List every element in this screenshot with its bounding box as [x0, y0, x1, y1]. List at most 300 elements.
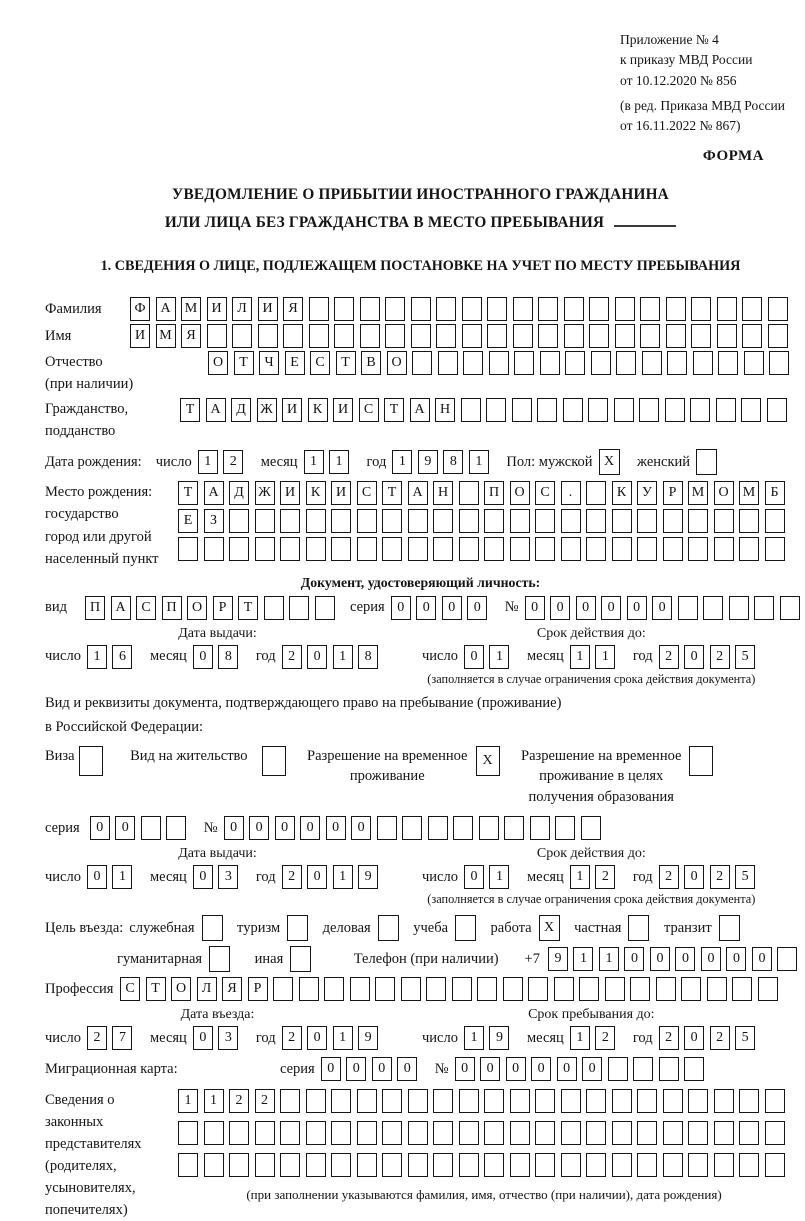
char-cell[interactable]: [459, 1121, 479, 1145]
char-cell[interactable]: 1: [178, 1089, 198, 1113]
char-cell[interactable]: И: [282, 398, 302, 422]
char-cell[interactable]: [765, 537, 785, 561]
char-cell[interactable]: [486, 398, 506, 422]
char-cell[interactable]: [714, 537, 734, 561]
char-cell[interactable]: [612, 1121, 632, 1145]
char-cell[interactable]: 0: [684, 865, 704, 889]
char-cell[interactable]: [411, 324, 431, 348]
char-cell[interactable]: [309, 297, 329, 321]
char-cell[interactable]: [535, 1153, 555, 1177]
char-cell[interactable]: Р: [213, 596, 233, 620]
char-cell[interactable]: [503, 977, 523, 1001]
char-cell[interactable]: 0: [675, 947, 695, 971]
char-cell[interactable]: [612, 509, 632, 533]
char-cell[interactable]: П: [484, 481, 504, 505]
char-cell[interactable]: [586, 1153, 606, 1177]
char-cell[interactable]: [663, 1121, 683, 1145]
char-cell[interactable]: [402, 816, 422, 840]
char-cell[interactable]: 6: [112, 645, 132, 669]
char-cell[interactable]: [633, 1057, 653, 1081]
char-cell[interactable]: [433, 1121, 453, 1145]
char-cell[interactable]: [689, 746, 713, 776]
char-cell[interactable]: [452, 977, 472, 1001]
char-cell[interactable]: 0: [525, 596, 545, 620]
char-cell[interactable]: [732, 977, 752, 1001]
char-cell[interactable]: 0: [684, 1026, 704, 1050]
char-cell[interactable]: [229, 509, 249, 533]
char-cell[interactable]: И: [280, 481, 300, 505]
char-cell[interactable]: [714, 1121, 734, 1145]
char-cell[interactable]: 0: [726, 947, 746, 971]
char-cell[interactable]: [401, 977, 421, 1001]
char-cell[interactable]: 3: [218, 1026, 238, 1050]
char-cell[interactable]: 0: [416, 596, 436, 620]
char-cell[interactable]: [684, 1057, 704, 1081]
char-cell[interactable]: А: [156, 297, 176, 321]
char-cell[interactable]: [663, 537, 683, 561]
char-cell[interactable]: [299, 977, 319, 1001]
char-cell[interactable]: 2: [659, 865, 679, 889]
char-cell[interactable]: [681, 977, 701, 1001]
char-cell[interactable]: 0: [351, 816, 371, 840]
char-cell[interactable]: И: [331, 481, 351, 505]
char-cell[interactable]: 2: [659, 645, 679, 669]
char-cell[interactable]: [477, 977, 497, 1001]
char-cell[interactable]: 1: [570, 1026, 590, 1050]
char-cell[interactable]: 2: [229, 1089, 249, 1113]
char-cell[interactable]: [767, 398, 787, 422]
char-cell[interactable]: [667, 351, 687, 375]
char-cell[interactable]: [758, 977, 778, 1001]
char-cell[interactable]: С: [359, 398, 379, 422]
char-cell[interactable]: 2: [282, 1026, 302, 1050]
char-cell[interactable]: [306, 1153, 326, 1177]
char-cell[interactable]: [537, 398, 557, 422]
char-cell[interactable]: [637, 1121, 657, 1145]
char-cell[interactable]: [280, 509, 300, 533]
char-cell[interactable]: 9: [548, 947, 568, 971]
char-cell[interactable]: [528, 977, 548, 1001]
char-cell[interactable]: [378, 915, 399, 941]
char-cell[interactable]: [608, 1057, 628, 1081]
char-cell[interactable]: 0: [397, 1057, 417, 1081]
char-cell[interactable]: 2: [282, 645, 302, 669]
char-cell[interactable]: Т: [238, 596, 258, 620]
char-cell[interactable]: [639, 398, 659, 422]
char-cell[interactable]: [513, 324, 533, 348]
char-cell[interactable]: [707, 977, 727, 1001]
char-cell[interactable]: [178, 537, 198, 561]
char-cell[interactable]: С: [310, 351, 330, 375]
char-cell[interactable]: [255, 1153, 275, 1177]
char-cell[interactable]: [357, 1153, 377, 1177]
char-cell[interactable]: [637, 1153, 657, 1177]
char-cell[interactable]: 0: [576, 596, 596, 620]
char-cell[interactable]: [382, 1153, 402, 1177]
char-cell[interactable]: 0: [307, 645, 327, 669]
char-cell[interactable]: П: [85, 596, 105, 620]
char-cell[interactable]: С: [535, 481, 555, 505]
char-cell[interactable]: 0: [87, 865, 107, 889]
char-cell[interactable]: [141, 816, 161, 840]
char-cell[interactable]: [178, 1121, 198, 1145]
char-cell[interactable]: 0: [531, 1057, 551, 1081]
char-cell[interactable]: [591, 351, 611, 375]
char-cell[interactable]: [739, 509, 759, 533]
char-cell[interactable]: О: [714, 481, 734, 505]
char-cell[interactable]: Р: [663, 481, 683, 505]
char-cell[interactable]: [663, 509, 683, 533]
char-cell[interactable]: О: [187, 596, 207, 620]
char-cell[interactable]: [555, 816, 575, 840]
char-cell[interactable]: [357, 1089, 377, 1113]
char-cell[interactable]: [739, 1121, 759, 1145]
char-cell[interactable]: О: [171, 977, 191, 1001]
char-cell[interactable]: [586, 509, 606, 533]
char-cell[interactable]: Т: [180, 398, 200, 422]
char-cell[interactable]: [586, 1121, 606, 1145]
char-cell[interactable]: [690, 398, 710, 422]
char-cell[interactable]: 0: [346, 1057, 366, 1081]
char-cell[interactable]: [306, 509, 326, 533]
char-cell[interactable]: [178, 1153, 198, 1177]
char-cell[interactable]: [273, 977, 293, 1001]
char-cell[interactable]: [262, 746, 286, 776]
char-cell[interactable]: [719, 915, 740, 941]
char-cell[interactable]: 2: [87, 1026, 107, 1050]
char-cell[interactable]: [382, 1121, 402, 1145]
char-cell[interactable]: [459, 537, 479, 561]
char-cell[interactable]: 0: [684, 645, 704, 669]
char-cell[interactable]: 0: [624, 947, 644, 971]
char-cell[interactable]: Е: [285, 351, 305, 375]
char-cell[interactable]: [229, 1121, 249, 1145]
char-cell[interactable]: [663, 1153, 683, 1177]
char-cell[interactable]: [666, 297, 686, 321]
char-cell[interactable]: [287, 915, 308, 941]
char-cell[interactable]: 0: [455, 1057, 475, 1081]
char-cell[interactable]: В: [361, 351, 381, 375]
char-cell[interactable]: [360, 297, 380, 321]
char-cell[interactable]: [331, 1089, 351, 1113]
char-cell[interactable]: 9: [358, 1026, 378, 1050]
char-cell[interactable]: [614, 398, 634, 422]
char-cell[interactable]: 0: [601, 596, 621, 620]
char-cell[interactable]: [717, 297, 737, 321]
char-cell[interactable]: [688, 1121, 708, 1145]
char-cell[interactable]: А: [206, 398, 226, 422]
char-cell[interactable]: [765, 1153, 785, 1177]
char-cell[interactable]: [357, 1121, 377, 1145]
char-cell[interactable]: Т: [234, 351, 254, 375]
char-cell[interactable]: [202, 915, 223, 941]
char-cell[interactable]: 3: [218, 865, 238, 889]
char-cell[interactable]: 2: [710, 645, 730, 669]
char-cell[interactable]: Т: [384, 398, 404, 422]
char-cell[interactable]: [334, 324, 354, 348]
char-cell[interactable]: X: [599, 449, 620, 475]
char-cell[interactable]: 0: [582, 1057, 602, 1081]
char-cell[interactable]: [504, 816, 524, 840]
char-cell[interactable]: [630, 977, 650, 1001]
char-cell[interactable]: [605, 977, 625, 1001]
char-cell[interactable]: 0: [372, 1057, 392, 1081]
char-cell[interactable]: 1: [333, 645, 353, 669]
char-cell[interactable]: [554, 977, 574, 1001]
char-cell[interactable]: [612, 537, 632, 561]
char-cell[interactable]: [615, 324, 635, 348]
char-cell[interactable]: [538, 297, 558, 321]
char-cell[interactable]: [459, 1089, 479, 1113]
char-cell[interactable]: 0: [275, 816, 295, 840]
char-cell[interactable]: [688, 537, 708, 561]
char-cell[interactable]: [780, 596, 800, 620]
char-cell[interactable]: Л: [197, 977, 217, 1001]
char-cell[interactable]: [204, 1121, 224, 1145]
char-cell[interactable]: [412, 351, 432, 375]
char-cell[interactable]: [324, 977, 344, 1001]
char-cell[interactable]: [229, 1153, 249, 1177]
char-cell[interactable]: [510, 537, 530, 561]
char-cell[interactable]: 0: [193, 645, 213, 669]
char-cell[interactable]: [489, 351, 509, 375]
char-cell[interactable]: 9: [489, 1026, 509, 1050]
char-cell[interactable]: [744, 351, 764, 375]
char-cell[interactable]: 0: [193, 1026, 213, 1050]
char-cell[interactable]: 1: [595, 645, 615, 669]
char-cell[interactable]: [166, 816, 186, 840]
char-cell[interactable]: [696, 449, 717, 475]
char-cell[interactable]: [350, 977, 370, 1001]
char-cell[interactable]: А: [204, 481, 224, 505]
char-cell[interactable]: [280, 537, 300, 561]
char-cell[interactable]: 1: [570, 865, 590, 889]
char-cell[interactable]: [309, 324, 329, 348]
char-cell[interactable]: [589, 324, 609, 348]
char-cell[interactable]: [777, 947, 797, 971]
char-cell[interactable]: 1: [304, 450, 324, 474]
char-cell[interactable]: [616, 351, 636, 375]
char-cell[interactable]: 1: [573, 947, 593, 971]
char-cell[interactable]: [484, 537, 504, 561]
char-cell[interactable]: [742, 324, 762, 348]
char-cell[interactable]: С: [120, 977, 140, 1001]
char-cell[interactable]: [232, 324, 252, 348]
char-cell[interactable]: [289, 596, 309, 620]
char-cell[interactable]: Л: [232, 297, 252, 321]
char-cell[interactable]: 2: [659, 1026, 679, 1050]
char-cell[interactable]: Я: [283, 297, 303, 321]
char-cell[interactable]: 1: [204, 1089, 224, 1113]
char-cell[interactable]: [385, 324, 405, 348]
char-cell[interactable]: [714, 1089, 734, 1113]
char-cell[interactable]: [615, 297, 635, 321]
char-cell[interactable]: [411, 297, 431, 321]
char-cell[interactable]: 1: [489, 645, 509, 669]
char-cell[interactable]: М: [688, 481, 708, 505]
char-cell[interactable]: [331, 509, 351, 533]
char-cell[interactable]: [357, 509, 377, 533]
char-cell[interactable]: [588, 398, 608, 422]
char-cell[interactable]: [375, 977, 395, 1001]
char-cell[interactable]: 1: [329, 450, 349, 474]
char-cell[interactable]: [768, 297, 788, 321]
char-cell[interactable]: [586, 537, 606, 561]
char-cell[interactable]: [688, 509, 708, 533]
char-cell[interactable]: 1: [112, 865, 132, 889]
char-cell[interactable]: [586, 481, 606, 505]
char-cell[interactable]: 5: [735, 1026, 755, 1050]
char-cell[interactable]: Д: [231, 398, 251, 422]
char-cell[interactable]: [612, 1089, 632, 1113]
char-cell[interactable]: [754, 596, 774, 620]
char-cell[interactable]: 2: [595, 1026, 615, 1050]
char-cell[interactable]: [455, 915, 476, 941]
char-cell[interactable]: 0: [249, 816, 269, 840]
char-cell[interactable]: [718, 351, 738, 375]
char-cell[interactable]: [663, 1089, 683, 1113]
char-cell[interactable]: [666, 324, 686, 348]
char-cell[interactable]: [459, 1153, 479, 1177]
char-cell[interactable]: [283, 324, 303, 348]
char-cell[interactable]: 5: [735, 645, 755, 669]
char-cell[interactable]: 0: [307, 1026, 327, 1050]
char-cell[interactable]: С: [136, 596, 156, 620]
char-cell[interactable]: [693, 351, 713, 375]
char-cell[interactable]: [209, 946, 230, 972]
char-cell[interactable]: [459, 509, 479, 533]
char-cell[interactable]: [659, 1057, 679, 1081]
char-cell[interactable]: [691, 297, 711, 321]
char-cell[interactable]: [535, 1121, 555, 1145]
char-cell[interactable]: [765, 1089, 785, 1113]
char-cell[interactable]: [581, 816, 601, 840]
char-cell[interactable]: [512, 398, 532, 422]
char-cell[interactable]: [678, 596, 698, 620]
char-cell[interactable]: [428, 816, 448, 840]
char-cell[interactable]: [484, 1121, 504, 1145]
char-cell[interactable]: [589, 297, 609, 321]
char-cell[interactable]: [487, 297, 507, 321]
char-cell[interactable]: [688, 1153, 708, 1177]
char-cell[interactable]: [514, 351, 534, 375]
char-cell[interactable]: [540, 351, 560, 375]
char-cell[interactable]: 0: [506, 1057, 526, 1081]
char-cell[interactable]: [436, 297, 456, 321]
char-cell[interactable]: Н: [433, 481, 453, 505]
char-cell[interactable]: [315, 596, 335, 620]
char-cell[interactable]: 2: [710, 1026, 730, 1050]
char-cell[interactable]: [561, 537, 581, 561]
char-cell[interactable]: [377, 816, 397, 840]
char-cell[interactable]: 1: [392, 450, 412, 474]
char-cell[interactable]: [741, 398, 761, 422]
char-cell[interactable]: [739, 537, 759, 561]
char-cell[interactable]: 1: [333, 1026, 353, 1050]
char-cell[interactable]: [716, 398, 736, 422]
char-cell[interactable]: [204, 1153, 224, 1177]
char-cell[interactable]: 0: [193, 865, 213, 889]
char-cell[interactable]: [255, 537, 275, 561]
char-cell[interactable]: X: [476, 746, 500, 776]
char-cell[interactable]: [739, 1153, 759, 1177]
char-cell[interactable]: [561, 1121, 581, 1145]
char-cell[interactable]: [642, 351, 662, 375]
char-cell[interactable]: [479, 816, 499, 840]
char-cell[interactable]: [408, 537, 428, 561]
char-cell[interactable]: [426, 977, 446, 1001]
char-cell[interactable]: 7: [112, 1026, 132, 1050]
char-cell[interactable]: 0: [307, 865, 327, 889]
char-cell[interactable]: [739, 1089, 759, 1113]
char-cell[interactable]: 0: [90, 816, 110, 840]
char-cell[interactable]: 2: [595, 865, 615, 889]
char-cell[interactable]: 0: [480, 1057, 500, 1081]
char-cell[interactable]: И: [333, 398, 353, 422]
char-cell[interactable]: [453, 816, 473, 840]
char-cell[interactable]: [382, 509, 402, 533]
char-cell[interactable]: 0: [557, 1057, 577, 1081]
char-cell[interactable]: Ф: [130, 297, 150, 321]
char-cell[interactable]: [306, 537, 326, 561]
char-cell[interactable]: 0: [550, 596, 570, 620]
char-cell[interactable]: [535, 537, 555, 561]
char-cell[interactable]: 5: [735, 865, 755, 889]
char-cell[interactable]: О: [208, 351, 228, 375]
char-cell[interactable]: [357, 537, 377, 561]
char-cell[interactable]: [280, 1121, 300, 1145]
char-cell[interactable]: Т: [146, 977, 166, 1001]
char-cell[interactable]: 1: [570, 645, 590, 669]
char-cell[interactable]: 0: [627, 596, 647, 620]
char-cell[interactable]: [255, 1121, 275, 1145]
char-cell[interactable]: С: [357, 481, 377, 505]
char-cell[interactable]: [382, 1089, 402, 1113]
char-cell[interactable]: [79, 746, 103, 776]
char-cell[interactable]: К: [612, 481, 632, 505]
char-cell[interactable]: [462, 324, 482, 348]
char-cell[interactable]: 0: [652, 596, 672, 620]
char-cell[interactable]: [510, 509, 530, 533]
char-cell[interactable]: Ж: [255, 481, 275, 505]
char-cell[interactable]: [688, 1089, 708, 1113]
char-cell[interactable]: Р: [248, 977, 268, 1001]
char-cell[interactable]: [510, 1089, 530, 1113]
char-cell[interactable]: [714, 509, 734, 533]
char-cell[interactable]: 9: [358, 865, 378, 889]
char-cell[interactable]: [331, 537, 351, 561]
char-cell[interactable]: О: [510, 481, 530, 505]
char-cell[interactable]: 2: [710, 865, 730, 889]
char-cell[interactable]: [513, 297, 533, 321]
char-cell[interactable]: Б: [765, 481, 785, 505]
char-cell[interactable]: 8: [218, 645, 238, 669]
char-cell[interactable]: 0: [321, 1057, 341, 1081]
char-cell[interactable]: [510, 1121, 530, 1145]
char-cell[interactable]: [204, 537, 224, 561]
char-cell[interactable]: 8: [358, 645, 378, 669]
char-cell[interactable]: [717, 324, 737, 348]
char-cell[interactable]: [561, 1089, 581, 1113]
char-cell[interactable]: [640, 324, 660, 348]
char-cell[interactable]: [290, 946, 311, 972]
char-cell[interactable]: [408, 1153, 428, 1177]
char-cell[interactable]: [628, 915, 649, 941]
char-cell[interactable]: [258, 324, 278, 348]
char-cell[interactable]: 9: [418, 450, 438, 474]
char-cell[interactable]: 1: [87, 645, 107, 669]
char-cell[interactable]: И: [258, 297, 278, 321]
